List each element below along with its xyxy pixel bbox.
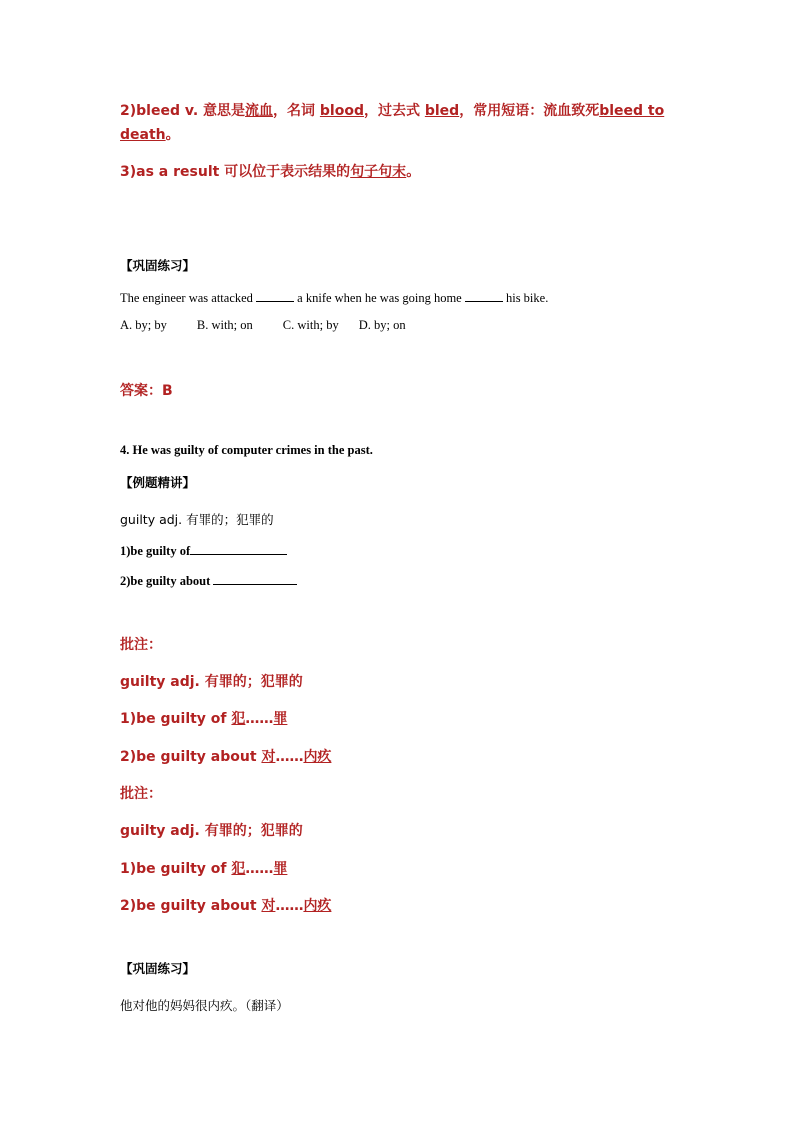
note-item-2 xyxy=(120,895,331,915)
note-item-1 xyxy=(120,858,287,878)
note-label: 批注： xyxy=(120,637,162,653)
text: a knife when he was going home xyxy=(294,291,465,305)
text: 3)as a result 可以位于表示结果的 xyxy=(120,164,351,180)
answer-blank[interactable] xyxy=(213,572,297,585)
underlined-text: 犯 xyxy=(231,711,246,727)
text: …… xyxy=(245,861,274,877)
guilty-definition: guilty adj. 有罪的；犯罪的 xyxy=(120,512,274,527)
text: 1)be guilty of xyxy=(120,544,191,558)
text: 。 xyxy=(406,164,421,180)
underlined-text: blood xyxy=(319,103,364,119)
text: …… xyxy=(245,711,274,727)
answer-text: 答案：B xyxy=(120,383,173,399)
section-title: 4. He was guilty of computer crimes in the past. xyxy=(120,443,373,457)
underlined-text: 流血 xyxy=(245,103,274,119)
options-row xyxy=(120,318,436,333)
text: 2)be guilty about xyxy=(120,574,214,588)
bleed-line-2 xyxy=(120,124,180,144)
item-1 xyxy=(120,542,287,559)
answer-blank[interactable] xyxy=(256,289,294,302)
text: ，名词 xyxy=(273,103,320,119)
note-definition: guilty adj. 有罪的；犯罪的 xyxy=(120,674,303,690)
text: his bike. xyxy=(502,291,549,305)
practice-header-2: 【巩固练习】 xyxy=(120,961,196,976)
underlined-text: bled xyxy=(424,103,460,119)
text: 1)be guilty of xyxy=(120,711,232,727)
text: 2)be guilty about xyxy=(120,749,262,765)
text: 1)be guilty of xyxy=(120,861,232,877)
underlined-text: 罪 xyxy=(273,861,288,877)
text: 。 xyxy=(165,127,180,143)
underlined-text: 句子句末 xyxy=(350,164,407,180)
as-a-result-line xyxy=(120,161,420,181)
note-definition: guilty adj. 有罪的；犯罪的 xyxy=(120,823,303,839)
translation-question: 他对他的妈妈很内疚。（翻译） xyxy=(120,998,289,1013)
underlined-text: 对 xyxy=(261,898,276,914)
text: ，常用短语：流血致死 xyxy=(459,103,600,119)
answer-blank[interactable] xyxy=(190,542,287,555)
note-label: 批注： xyxy=(120,786,162,802)
answer-blank[interactable] xyxy=(465,289,503,302)
option-a[interactable]: A. by; by xyxy=(120,318,167,332)
text: …… xyxy=(275,749,304,765)
text: ，过去式 xyxy=(363,103,425,119)
underlined-text: 对 xyxy=(261,749,276,765)
text: 2)bleed v. 意思是 xyxy=(120,103,246,119)
underlined-text: 罪 xyxy=(273,711,288,727)
underlined-text: 内疚 xyxy=(303,749,332,765)
practice-header-1: 【巩固练习】 xyxy=(120,258,196,273)
underlined-text: death xyxy=(120,127,166,143)
text: 2)be guilty about xyxy=(120,898,262,914)
underlined-text: 犯 xyxy=(231,861,246,877)
text: …… xyxy=(275,898,304,914)
bleed-line-1 xyxy=(120,100,664,120)
example-header: 【例题精讲】 xyxy=(120,475,196,490)
underlined-text: bleed to xyxy=(599,103,665,119)
text: The engineer was attacked xyxy=(120,291,257,305)
option-c[interactable]: C. with; by xyxy=(282,318,339,332)
option-d[interactable]: D. by; on xyxy=(358,318,406,332)
practice-question-1 xyxy=(120,289,548,306)
item-2 xyxy=(120,572,297,589)
underlined-text: 内疚 xyxy=(303,898,332,914)
note-item-2 xyxy=(120,746,331,766)
note-item-1 xyxy=(120,708,287,728)
option-b[interactable]: B. with; on xyxy=(196,318,253,332)
